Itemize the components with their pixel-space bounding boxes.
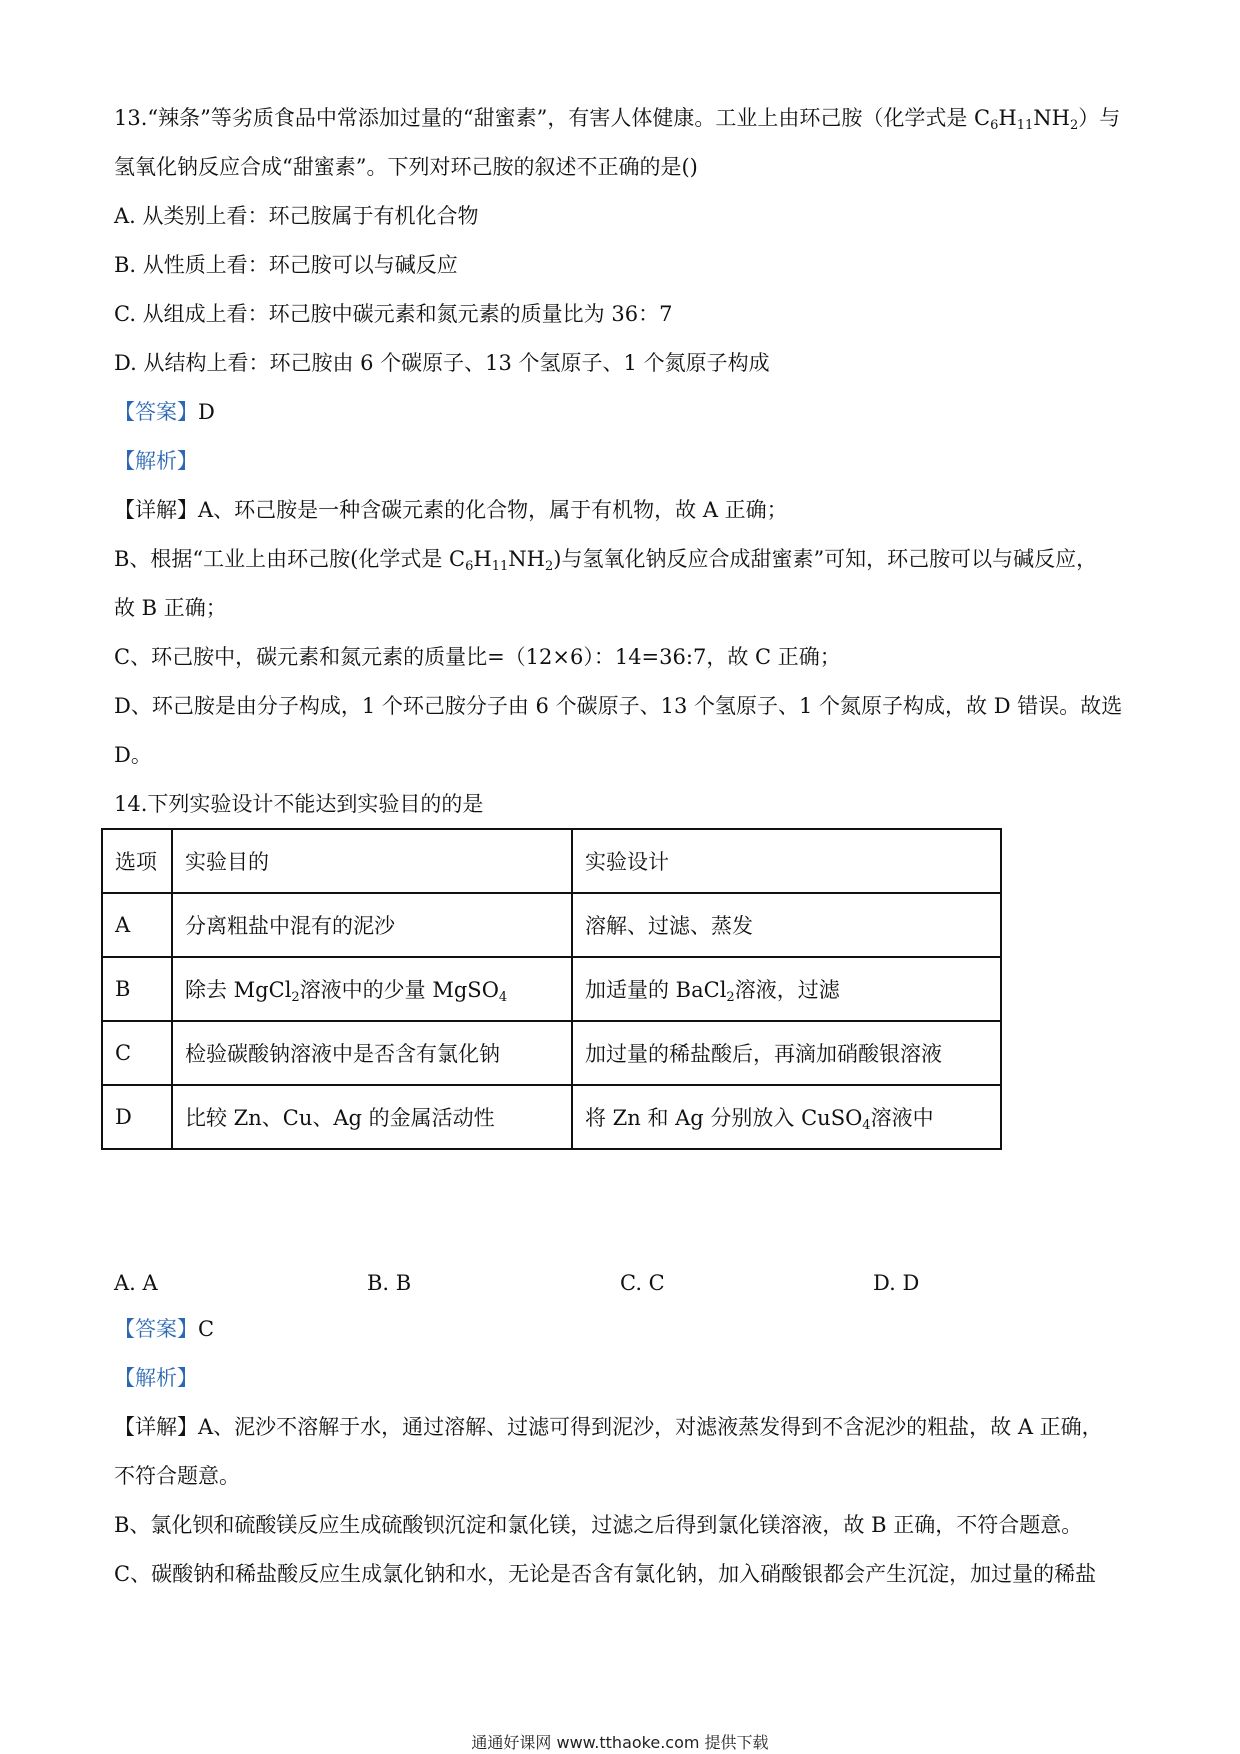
q14-choice-c: C. C [620, 1271, 665, 1295]
q14-stem: 14.下列实验设计不能达到实验目的的是 [114, 792, 484, 816]
q13-answer: 【答案】D [114, 400, 215, 424]
q13-option-d: D. 从结构上看：环己胺由 6 个碳原子、13 个氢原子、1 个氮原子构成 [114, 351, 770, 375]
q13-detail-c: C、环己胺中，碳元素和氮元素的质量比=（12×6）：14=36:7，故 C 正确； [114, 645, 841, 669]
table-header-row [102, 829, 1001, 893]
table-cell: B [102, 957, 172, 1021]
table-row [102, 893, 1001, 957]
answer-tag: 【答案】 [114, 1317, 198, 1341]
q13-detail-d-line1: D、环己胺是由分子构成，1 个环己胺分子由 6 个碳原子、13 个氢原子、1 个氮原子构成，故 D 错误。故选 [114, 694, 1123, 718]
table-cell: 将 Zn 和 Ag 分别放入 CuSO$_4$溶液中 [572, 1085, 1001, 1149]
q14-detail-a-line2: 不符合题意。 [114, 1464, 240, 1488]
q14-detail-b: B、氯化钡和硫酸镁反应生成硫酸钡沉淀和氯化镁，过滤之后得到氯化镁溶液，故 B 正确，不符合题意。 [114, 1513, 1083, 1537]
table-cell: 检验碳酸钠溶液中是否含有氯化钠 [172, 1021, 572, 1085]
table-cell: A [102, 893, 172, 957]
table-cell: 溶解、过滤、蒸发 [572, 893, 1001, 957]
experiment-table [101, 828, 1002, 1150]
table-cell: D [102, 1085, 172, 1149]
answer-tag: 【答案】 [114, 400, 198, 424]
table-header-cell: 选项 [102, 829, 172, 893]
q14-detail-c: C、碳酸钠和稀盐酸反应生成氯化钠和水，无论是否含有氯化钠，加入硝酸银都会产生沉淀，加过量的稀盐 [114, 1562, 1097, 1586]
q13-stem-line2: 氢氧化钠反应合成“甜蜜素”。下列对环己胺的叙述不正确的是() [114, 155, 698, 179]
table-header-cell: 实验目的 [172, 829, 572, 893]
table-cell: 分离粗盐中混有的泥沙 [172, 893, 572, 957]
table-cell: 除去 MgCl$_2$溶液中的少量 MgSO$_4$ [172, 957, 572, 1021]
q14-detail-a-line1: 【详解】A、泥沙不溶解于水，通过溶解、过滤可得到泥沙，对滤液蒸发得到不含泥沙的粗盐，故 A 正确， [114, 1415, 1103, 1439]
q14-choice-d: D. D [873, 1271, 920, 1295]
q14-choice-b: B. B [367, 1271, 412, 1295]
q13-detail-b-line2: 故 B 正确； [114, 596, 227, 620]
q13-option-a: A. 从类别上看：环己胺属于有机化合物 [114, 204, 479, 228]
q13-option-c: C. 从组成上看：环己胺中碳元素和氮元素的质量比为 36：7 [114, 302, 673, 326]
q14-choice-a: A. A [114, 1271, 158, 1295]
page-footer: 通通好课网 www.tthaoke.com 提供下载 [471, 1733, 769, 1752]
table-cell: 加过量的稀盐酸后，再滴加硝酸银溶液 [572, 1021, 1001, 1085]
table-cell: 比较 Zn、Cu、Ag 的金属活动性 [172, 1085, 572, 1149]
table-cell: C [102, 1021, 172, 1085]
q13-detail-d-line2: D。 [114, 743, 152, 767]
table-row [102, 1085, 1001, 1149]
q13-analysis-tag: 【解析】 [114, 449, 198, 473]
q14-answer: 【答案】C [114, 1317, 215, 1341]
q13-stem-line1: 13.“辣条”等劣质食品中常添加过量的“甜蜜素”，有害人体健康。工业上由环己胺（化学式是 $C_6H_{11}NH_2$）与 [114, 106, 1121, 133]
table-header-cell: 实验设计 [572, 829, 1001, 893]
q13-detail-b-line1: B、根据“工业上由环己胺(化学式是 $C_6H_{11}NH_2$)与氢氧化钠反应合成甜蜜素”可知，环己胺可以与碱反应， [114, 547, 1098, 574]
q13-detail-a: 【详解】A、环己胺是一种含碳元素的化合物，属于有机物，故 A 正确； [114, 498, 788, 522]
table-cell: 加适量的 BaCl$_2$溶液，过滤 [572, 957, 1001, 1021]
table-row [102, 957, 1001, 1021]
table-row [102, 1021, 1001, 1085]
q13-option-b: B. 从性质上看：环己胺可以与碱反应 [114, 253, 458, 277]
q14-analysis-tag: 【解析】 [114, 1366, 198, 1390]
